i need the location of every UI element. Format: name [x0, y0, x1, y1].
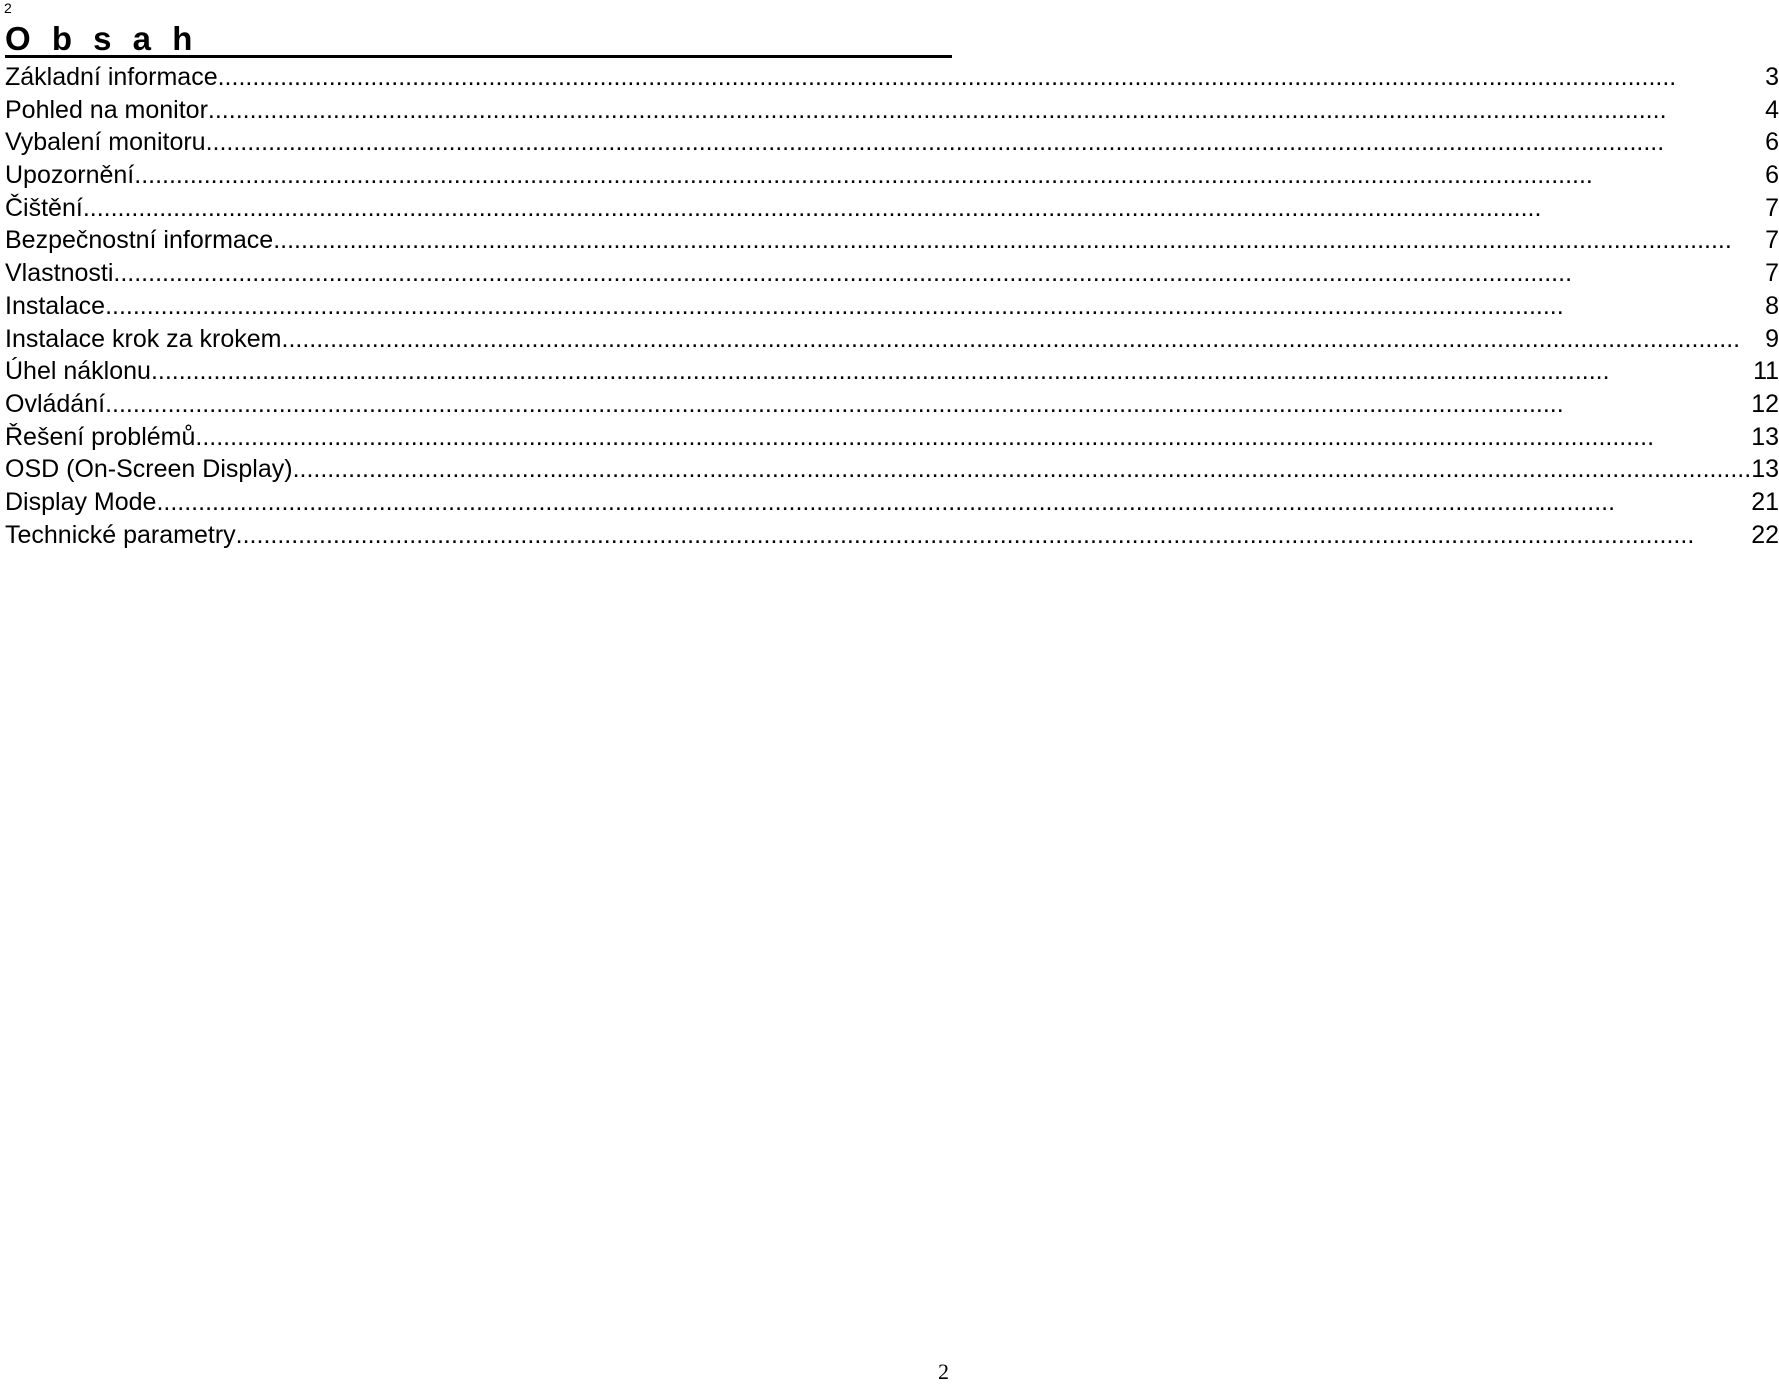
toc-leader-dots [273, 224, 1765, 257]
toc-entry-page: 4 [1765, 95, 1779, 124]
toc-entry-page: 6 [1765, 161, 1779, 190]
toc-leader-dots [151, 355, 1753, 388]
toc-entry-title: Vlastnosti [5, 259, 114, 288]
toc-entry-page: 9 [1765, 324, 1779, 353]
toc-entry-display-mode[interactable] [5, 486, 1779, 519]
toc-entry-title: Ovládání [5, 389, 106, 418]
toc-leader-dots [105, 290, 1765, 323]
toc-leader-dots [195, 421, 1751, 454]
page-number-bottom: 2 [938, 1359, 949, 1384]
toc-entry-page: 13 [1751, 422, 1779, 451]
toc-leader-dots [134, 159, 1765, 192]
toc-entry-vlastnosti[interactable] [5, 257, 1779, 290]
toc-entry-page: 6 [1765, 128, 1779, 157]
toc-leader-dots [293, 453, 1752, 486]
toc-title: O b s a h [5, 20, 952, 58]
toc-entry-page: 7 [1765, 226, 1779, 255]
toc-entry-upozorneni[interactable] [5, 159, 1779, 192]
toc-leader-dots [83, 192, 1765, 225]
toc-entry-page: 7 [1765, 259, 1779, 288]
toc-entry-uhel-naklonu[interactable] [5, 355, 1779, 388]
toc-entry-title: Čištění [5, 193, 83, 222]
page-number-top: 2 [4, 0, 12, 16]
toc-entry-title: Vybalení monitoru [5, 128, 206, 157]
toc-entry-osd[interactable] [5, 453, 1779, 486]
toc-entry-page: 11 [1753, 357, 1779, 386]
toc-entry-reseni-problemu[interactable] [5, 421, 1779, 454]
toc-leader-dots [208, 94, 1765, 127]
toc-entry-title: OSD (On-Screen Display) [5, 455, 293, 484]
toc-entry-page: 21 [1751, 487, 1779, 516]
toc-entry-page: 7 [1765, 193, 1779, 222]
toc-entry-page: 13 [1751, 455, 1779, 484]
toc-entry-title: Řešení problémů [5, 422, 196, 451]
toc-entry-title: Úhel náklonu [5, 357, 151, 386]
toc-entry-page: 3 [1765, 63, 1779, 91]
toc-leader-dots [236, 519, 1752, 552]
toc-entry-title: Základní informace [5, 63, 218, 91]
toc-entry-title: Display Mode [5, 487, 157, 516]
toc-entry-title: Upozornění [5, 161, 135, 190]
toc-entry-page: 22 [1751, 520, 1779, 549]
toc-entry-pohled-na-monitor[interactable] [5, 94, 1779, 127]
toc-leader-dots [105, 388, 1751, 421]
toc-entry-page: 12 [1751, 389, 1779, 418]
toc-entry-technicke-parametry[interactable] [5, 519, 1779, 552]
toc-entry-vybaleni-monitoru[interactable] [5, 126, 1779, 159]
toc-entry-title: Bezpečnostní informace [5, 226, 274, 255]
toc-leader-dots [206, 126, 1766, 159]
toc-leader-dots [218, 61, 1766, 94]
toc-entry-bezpecnostni-informace[interactable] [5, 224, 1779, 257]
toc-leader-dots [113, 257, 1765, 290]
toc-entry-title: Instalace krok za krokem [5, 324, 282, 353]
toc-entry-title: Pohled na monitor [5, 95, 208, 124]
toc-entry-cisteni[interactable] [5, 192, 1779, 225]
toc-entry-instalace-krok-za-krokem[interactable] [5, 323, 1779, 356]
toc-entry-ovladani[interactable] [5, 388, 1779, 421]
toc-entry-title: Instalace [5, 291, 106, 320]
toc-list [5, 61, 1779, 551]
toc-leader-dots [156, 486, 1751, 519]
toc-entry-page: 8 [1765, 291, 1779, 320]
toc-entry-zakladni-informace[interactable] [5, 61, 1779, 94]
toc-entry-instalace[interactable] [5, 290, 1779, 323]
toc-leader-dots [282, 323, 1766, 356]
toc-entry-title: Technické parametry [5, 520, 236, 549]
